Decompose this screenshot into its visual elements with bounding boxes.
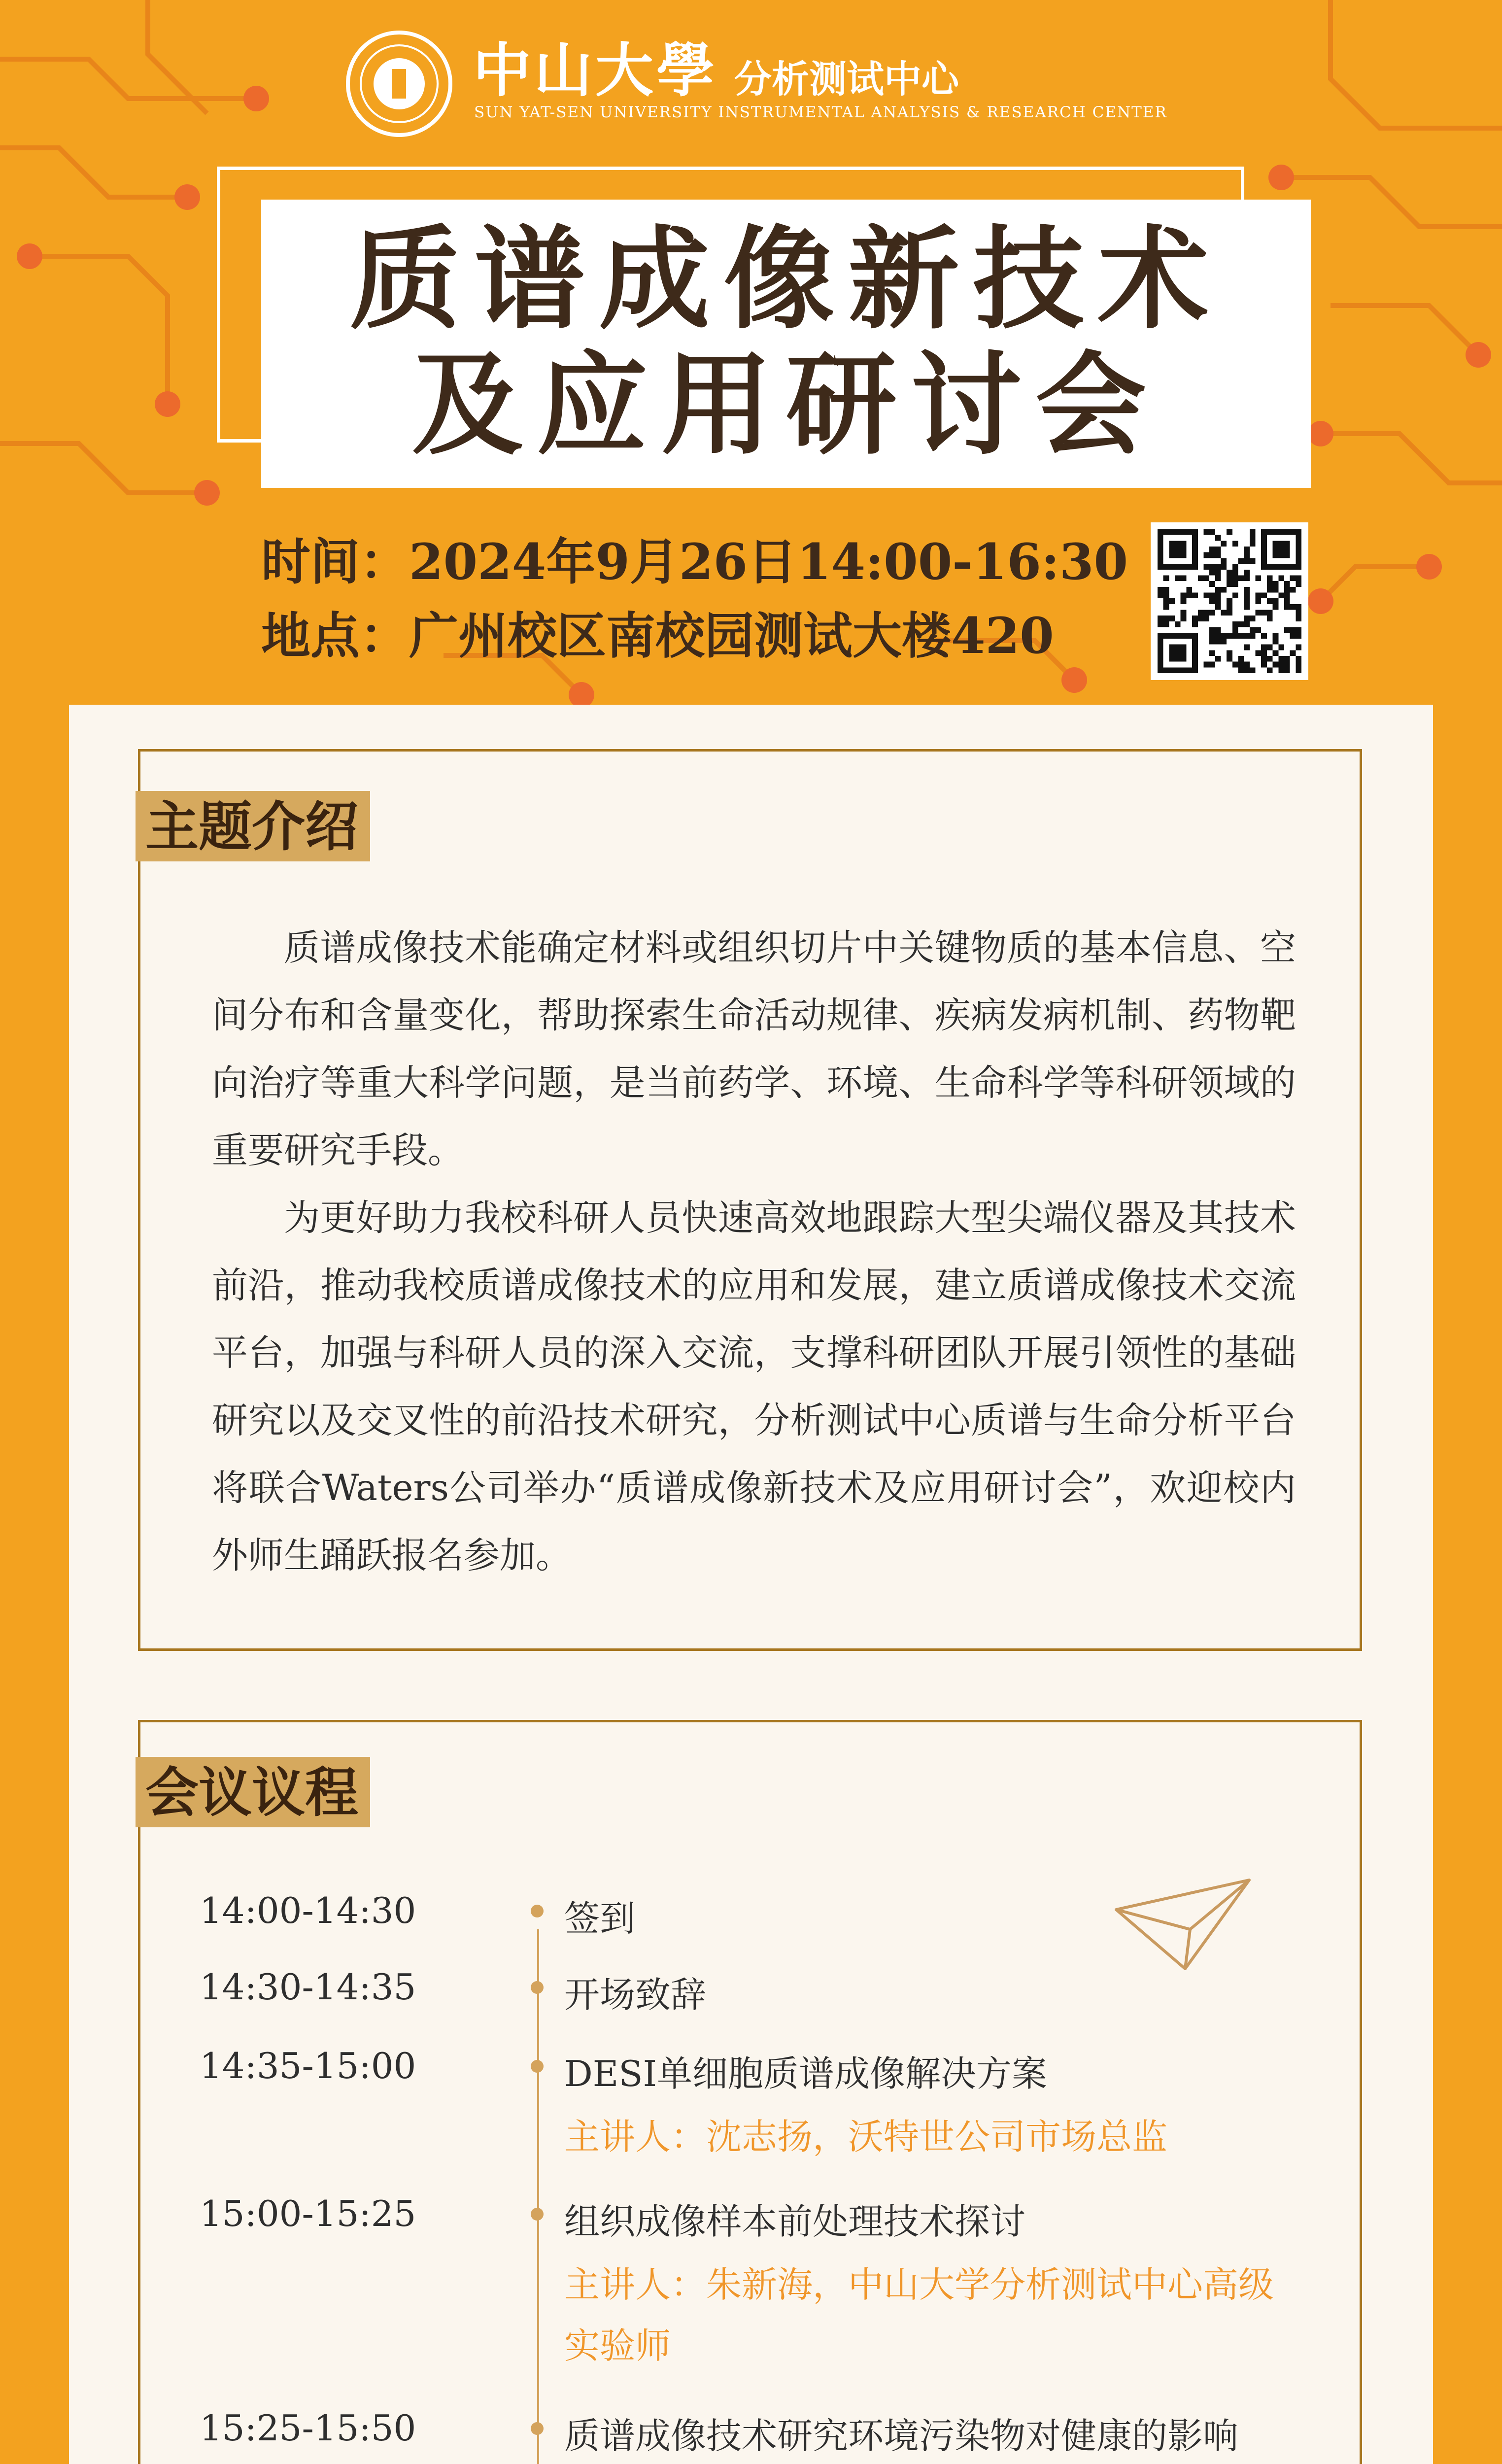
agenda-topic: 组织成像样本前处理技术探讨 — [564, 2201, 1026, 2242]
university-english-name: SUN YAT-SEN UNIVERSITY INSTRUMENTAL ANALYSIS & RESEARCH CENTER — [474, 103, 1167, 121]
qr-code-icon — [1158, 529, 1301, 673]
qr-code-small — [1151, 522, 1308, 680]
agenda-time: 15:25-15:50 — [200, 2407, 416, 2449]
intro-heading: 主题介绍 — [136, 791, 370, 861]
event-place: 地点：广州校区南校园测试大楼420 — [261, 607, 1054, 665]
timeline-dot — [531, 2422, 544, 2435]
university-name: 中山大學 — [473, 36, 718, 104]
agenda-speaker: 主讲人：朱新海，中山大学分析测试中心高级实验师 — [564, 2264, 1274, 2366]
title-box — [261, 200, 1311, 488]
agenda-topic: DESI单细胞质谱成像解决方案 — [564, 2053, 1048, 2094]
agenda-panel — [138, 1720, 1362, 2464]
agenda-time: 14:00-14:30 — [200, 1890, 416, 1931]
timeline-line — [537, 1929, 539, 2464]
center-name: 分析测试中心 — [734, 57, 959, 101]
content-card — [69, 705, 1433, 2464]
title-line-2: 及应用研讨会 — [412, 340, 1160, 470]
intro-panel — [138, 749, 1362, 1651]
paper-plane-icon — [1111, 1875, 1254, 1974]
agenda-time: 15:00-15:25 — [200, 2193, 416, 2234]
timeline-dot — [531, 2208, 544, 2221]
intro-text — [212, 914, 1296, 1589]
agenda-topic: 质谱成像技术研究环境污染物对健康的影响 — [564, 2415, 1239, 2457]
agenda-speaker: 主讲人：沈志扬，沃特世公司市场总监 — [564, 2116, 1168, 2157]
event-time: 时间：2024年9月26日14:00-16:30 — [261, 533, 1128, 591]
agenda-topic: 签到 — [564, 1898, 636, 1939]
timeline-dot — [531, 1981, 544, 1994]
agenda-time: 14:30-14:35 — [200, 1966, 416, 2008]
agenda-time: 14:35-15:00 — [200, 2045, 416, 2087]
timeline-dot — [531, 2060, 544, 2073]
agenda-heading: 会议议程 — [136, 1757, 370, 1827]
intro-paragraph: 为更好助力我校科研人员快速高效地跟踪大型尖端仪器及其技术前沿，推动我校质谱成像技术的应用和发展，建立质谱成像技术交流平台，加强与科研人员的深入交流，支撑科研团队开展引领性的基础研究以及交叉性的前沿技术研究，分析测试中心质谱与生命分析平台将联合Waters公司举办“质谱成像新技术及应用研讨会”，欢迎校内外师生踊跃报名参加。 — [212, 1197, 1296, 1576]
timeline-dot — [531, 1905, 544, 1917]
sysu-seal-logo — [345, 30, 453, 138]
intro-paragraph: 质谱成像技术能确定材料或组织切片中关键物质的基本信息、空间分布和含量变化，帮助探索生命活动规律、疾病发病机制、药物靶向治疗等重大科学问题，是当前药学、环境、生命科学等科研领域的重要研究手段。 — [212, 927, 1296, 1171]
agenda-topic: 开场致辞 — [564, 1974, 707, 2016]
title-line-1: 质谱成像新技术 — [349, 214, 1223, 344]
